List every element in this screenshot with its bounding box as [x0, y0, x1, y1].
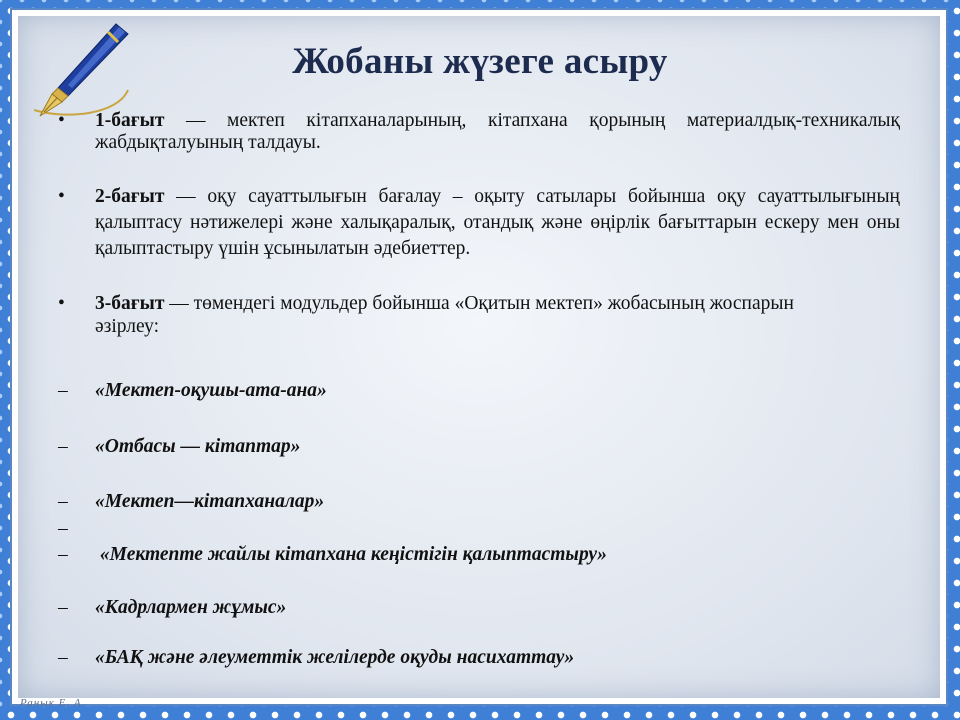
module-text: «Отбасы — кітаптар» — [95, 436, 301, 457]
direction-text: төмендегі модульдер бойынша «Оқитын мектеп» жобасының жоспарын әзірлеу: — [95, 293, 794, 337]
direction-2 — [58, 184, 900, 262]
module-item — [58, 378, 900, 403]
dash-marker: – — [58, 544, 68, 565]
direction-text: мектеп кітапханаларының, кітапхана қорының материалдық-техникалық жабдықталуының талдауы. — [95, 110, 901, 153]
module-item — [58, 645, 900, 670]
module-item — [58, 489, 900, 514]
module-text: «Кадрлармен жұмыс» — [95, 597, 287, 618]
bullet-marker: • — [58, 293, 65, 314]
dash-marker: – — [58, 491, 68, 512]
module-item — [58, 542, 900, 567]
content-body — [58, 110, 901, 670]
slide-title: Жобаны жүзеге асыру — [292, 41, 668, 82]
module-text: «БАҚ және әлеуметтік желілерде оқуды насихаттау» — [95, 647, 575, 668]
dash-marker: – — [58, 380, 68, 401]
dash-marker: – — [58, 647, 68, 668]
direction-text: оқу сауаттылығын бағалау – оқыту сатылары бойынша оқу сауаттылығының қалыптасу нәтижелері және халықаралық, отандық және өңірлік бағыттарын ескеру мен оны қалыптастыру үшін ұсынылатын әдебиеттер. — [95, 186, 900, 259]
bullet-marker: • — [58, 110, 65, 131]
direction-label: 1-бағыт — [95, 110, 165, 131]
dash-marker: – — [58, 597, 68, 618]
direction-1 — [58, 110, 901, 154]
dash-marker: – — [58, 436, 68, 457]
bullet-marker: • — [58, 186, 65, 207]
module-item — [58, 434, 900, 459]
module-item — [58, 595, 900, 620]
module-item-empty — [58, 516, 900, 541]
module-text: «Мектеп—кітапханалар» — [95, 491, 325, 512]
direction-label: 2-бағыт — [95, 186, 165, 207]
direction-dash: — — [164, 186, 208, 207]
author-signature: Ранык Е. А. — [20, 697, 86, 709]
direction-label: 3-бағыт — [95, 293, 165, 314]
module-text: «Мектеп-оқушы-ата-ана» — [95, 380, 327, 401]
direction-3 — [58, 292, 825, 338]
direction-dash: — — [164, 293, 194, 314]
direction-dash: — — [164, 110, 228, 131]
dash-marker: – — [58, 518, 68, 539]
module-text: «Мектепте жайлы кітапхана кеңістігін қалыптастыру» — [95, 544, 607, 565]
